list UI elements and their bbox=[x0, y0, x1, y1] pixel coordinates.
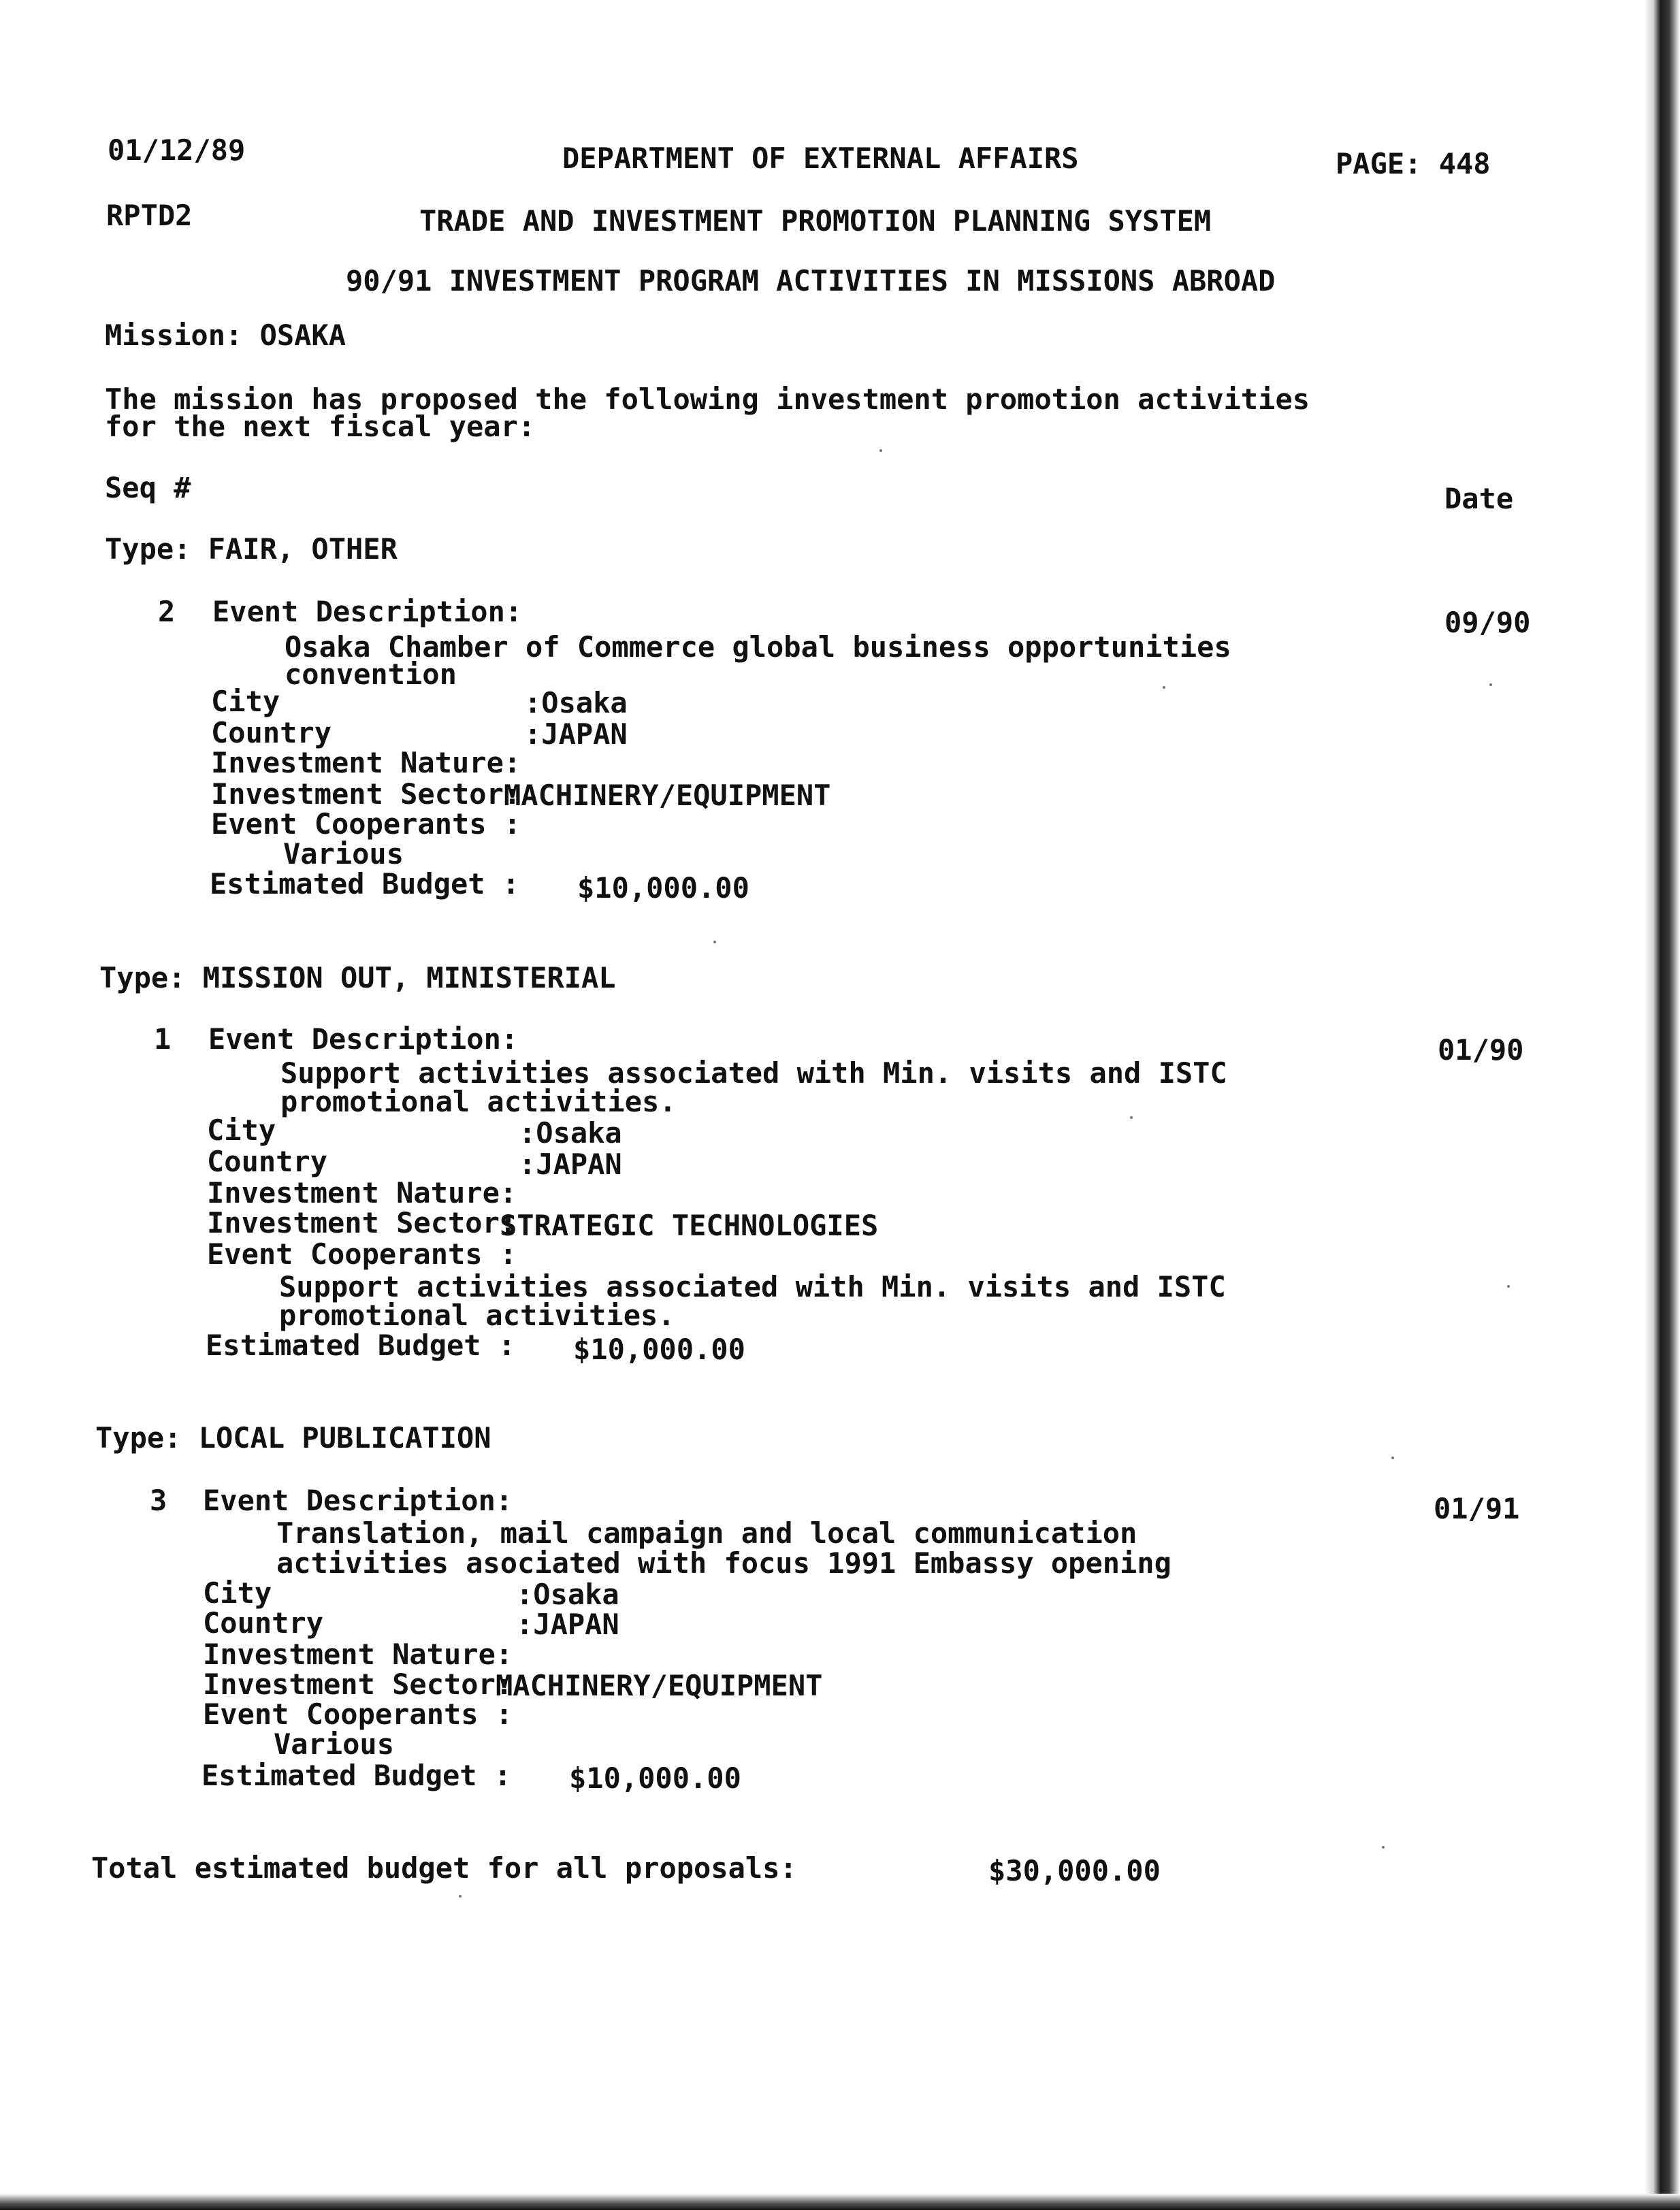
scan-page-edge bbox=[1645, 0, 1680, 2210]
seq-number: 1 bbox=[154, 1022, 172, 1056]
investment-sector-label: Investment Sector: bbox=[207, 1206, 517, 1239]
event-date: 01/91 bbox=[1434, 1492, 1520, 1525]
city-value: :Osaka bbox=[516, 1578, 619, 1611]
report-date: 01/12/89 bbox=[108, 133, 246, 167]
section-type: Type: LOCAL PUBLICATION bbox=[95, 1421, 491, 1455]
seq-column-header: Seq # bbox=[105, 471, 191, 504]
scan-bottom-edge bbox=[0, 2194, 1680, 2210]
report-title: 90/91 INVESTMENT PROGRAM ACTIVITIES IN MISSIONS ABROAD bbox=[346, 264, 1276, 297]
cooperants-line-1: Various bbox=[283, 837, 404, 871]
description-line-1: Translation, mail campaign and local communication bbox=[276, 1516, 1137, 1550]
section-type: Type: FAIR, OTHER bbox=[105, 532, 398, 566]
investment-nature-label: Investment Nature: bbox=[203, 1638, 513, 1671]
estimated-budget-label: Estimated Budget : bbox=[206, 1329, 516, 1362]
event-cooperants-label: Event Cooperants : bbox=[211, 807, 521, 841]
description-line-2: activities asociated with focus 1991 Embassy opening bbox=[276, 1546, 1172, 1580]
city-value: :Osaka bbox=[524, 686, 628, 719]
description-line-2: convention bbox=[285, 657, 457, 691]
scan-speck bbox=[713, 941, 716, 943]
event-cooperants-label: Event Cooperants : bbox=[203, 1697, 513, 1731]
total-budget-value: $30,000.00 bbox=[988, 1854, 1161, 1887]
cooperants-line-1: Various bbox=[274, 1727, 395, 1761]
investment-sector-value: MACHINERY/EQUIPMENT bbox=[504, 779, 831, 812]
country-value: :JAPAN bbox=[524, 717, 628, 751]
scan-speck bbox=[1163, 686, 1165, 689]
description-line-2: promotional activities. bbox=[280, 1085, 677, 1118]
intro-line-2: for the next fiscal year: bbox=[105, 410, 536, 443]
report-code: RPTD2 bbox=[106, 199, 193, 232]
estimated-budget-label: Estimated Budget : bbox=[210, 867, 520, 900]
country-label: Country bbox=[207, 1145, 328, 1178]
seq-number: 3 bbox=[150, 1484, 167, 1517]
seq-number: 2 bbox=[158, 595, 176, 628]
event-cooperants-label: Event Cooperants : bbox=[207, 1237, 517, 1271]
event-description-label: Event Description: bbox=[208, 1022, 519, 1056]
date-column-header: Date bbox=[1444, 482, 1514, 515]
scan-speck bbox=[1391, 1457, 1394, 1459]
event-date: 09/90 bbox=[1444, 606, 1531, 639]
country-value: :JAPAN bbox=[516, 1608, 619, 1641]
page-number: PAGE: 448 bbox=[1336, 147, 1491, 180]
intro-line-1: The mission has proposed the following investment promotion activities bbox=[105, 383, 1310, 416]
scan-speck bbox=[1489, 683, 1492, 686]
city-value: :Osaka bbox=[519, 1116, 622, 1150]
investment-sector-value: STRATEGIC TECHNOLOGIES bbox=[500, 1209, 879, 1242]
scan-speck bbox=[1130, 1116, 1133, 1119]
scan-speck bbox=[1507, 1285, 1510, 1288]
investment-nature-label: Investment Nature: bbox=[211, 746, 521, 779]
description-line-1: Support activities associated with Min. visits and ISTC bbox=[280, 1056, 1227, 1090]
event-date: 01/90 bbox=[1438, 1033, 1524, 1067]
mission-name: Mission: OSAKA bbox=[105, 319, 346, 352]
department-name: DEPARTMENT OF EXTERNAL AFFAIRS bbox=[562, 142, 1079, 175]
section-type: Type: MISSION OUT, MINISTERIAL bbox=[99, 961, 616, 994]
cooperants-line-2: promotional activities. bbox=[279, 1299, 675, 1332]
country-label: Country bbox=[203, 1606, 324, 1640]
country-label: Country bbox=[211, 716, 332, 749]
description-line-1: Osaka Chamber of Commerce global business opportunities bbox=[285, 630, 1231, 664]
investment-sector-label: Investment Sector: bbox=[203, 1668, 513, 1701]
scan-speck bbox=[1382, 1846, 1385, 1849]
estimated-budget-value: $10,000.00 bbox=[577, 871, 749, 905]
city-label: City bbox=[203, 1576, 272, 1610]
estimated-budget-value: $10,000.00 bbox=[573, 1333, 745, 1366]
city-label: City bbox=[207, 1114, 276, 1147]
scan-speck bbox=[459, 1895, 462, 1898]
city-label: City bbox=[211, 685, 280, 718]
scan-speck bbox=[879, 449, 882, 452]
country-value: :JAPAN bbox=[519, 1148, 622, 1181]
system-name: TRADE AND INVESTMENT PROMOTION PLANNING SYSTEM bbox=[419, 204, 1212, 238]
investment-nature-label: Investment Nature: bbox=[207, 1176, 517, 1209]
event-description-label: Event Description: bbox=[212, 595, 523, 628]
estimated-budget-label: Estimated Budget : bbox=[201, 1759, 512, 1792]
estimated-budget-value: $10,000.00 bbox=[569, 1761, 741, 1795]
cooperants-line-1: Support activities associated with Min. visits and ISTC bbox=[279, 1270, 1226, 1303]
investment-sector-label: Investment Sector: bbox=[211, 777, 521, 811]
event-description-label: Event Description: bbox=[203, 1484, 513, 1517]
total-budget-label: Total estimated budget for all proposals: bbox=[91, 1851, 797, 1885]
investment-sector-value: MACHINERY/EQUIPMENT bbox=[496, 1669, 823, 1702]
